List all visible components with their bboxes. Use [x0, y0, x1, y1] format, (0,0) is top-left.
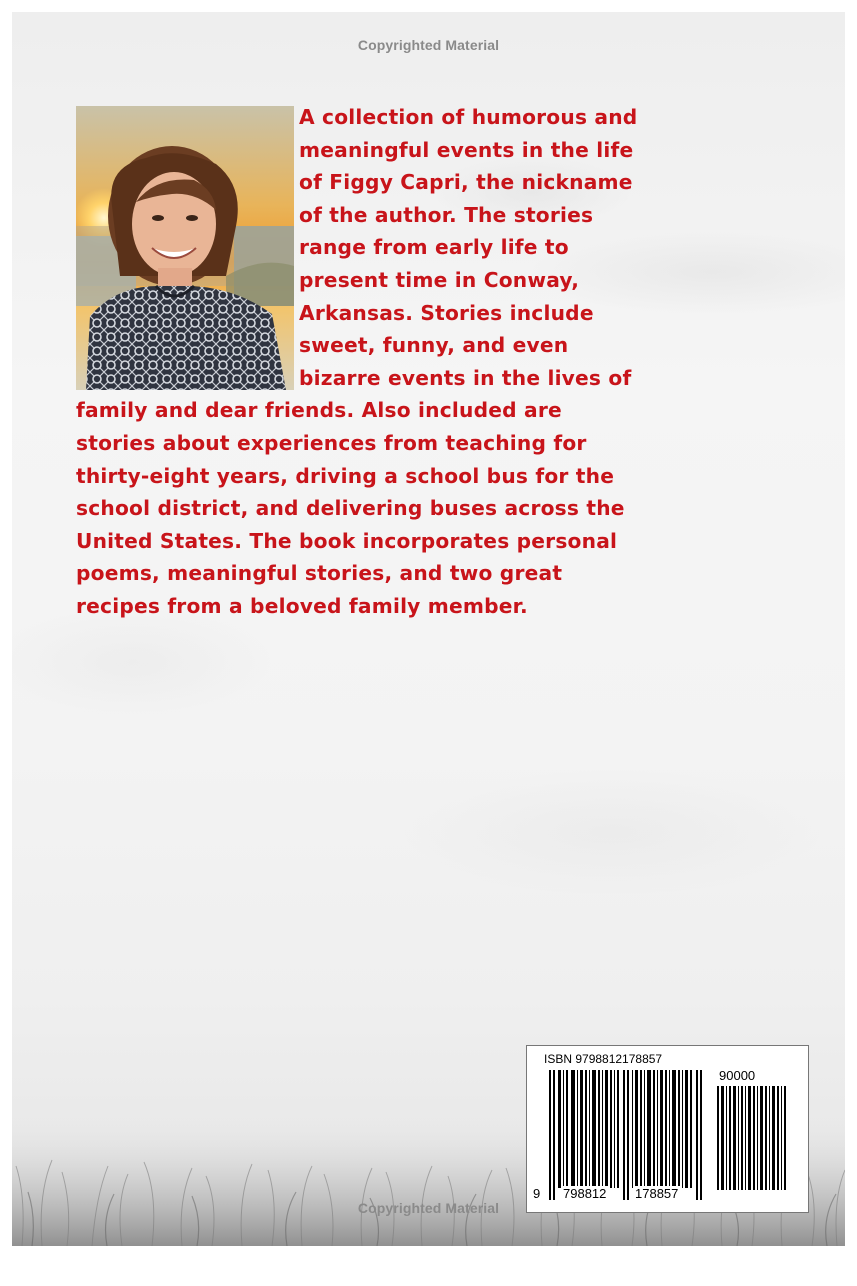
description-line: sweet, funny, and even [299, 333, 569, 358]
barcode-bars-icon [549, 1070, 707, 1200]
description-line: present time in Conway, [299, 267, 580, 292]
isbn-barcode [526, 1045, 809, 1213]
description-line: thirty-eight years, driving a school bus for the [76, 463, 615, 488]
description-line: family and dear friends. Also included are [76, 398, 562, 423]
book-description [76, 101, 716, 623]
price-barcode-bars-icon [717, 1086, 787, 1190]
copyright-notice-bottom: Copyrighted Material [357, 1200, 500, 1216]
barcode-digits-left: 798812 [563, 1186, 607, 1201]
description-line: of Figgy Capri, the nickname [299, 170, 633, 195]
description-line: Arkansas. Stories include [299, 300, 594, 325]
price-code: 90000 [719, 1068, 756, 1083]
description-line: recipes from a beloved family member. [76, 593, 528, 618]
description-line: stories about experiences from teaching for [76, 430, 587, 455]
description-line: meaningful events in the life [299, 137, 634, 162]
barcode-digits-right: 178857 [635, 1186, 679, 1201]
copyright-notice-top: Copyrighted Material [357, 37, 500, 53]
description-line: A collection of humorous and [299, 105, 638, 129]
description-line: United States. The book incorporates personal [76, 528, 618, 553]
description-line: of the author. The stories [299, 202, 594, 227]
isbn-number: ISBN 9798812178857 [544, 1052, 663, 1066]
description-line: range from early life to [299, 235, 569, 260]
back-cover [12, 12, 845, 1246]
description-line: bizarre events in the lives of [299, 365, 632, 390]
barcode-digit-first: 9 [533, 1186, 541, 1201]
description-line: poems, meaningful stories, and two great [76, 561, 563, 586]
description-line: school district, and delivering buses across the [76, 496, 625, 521]
